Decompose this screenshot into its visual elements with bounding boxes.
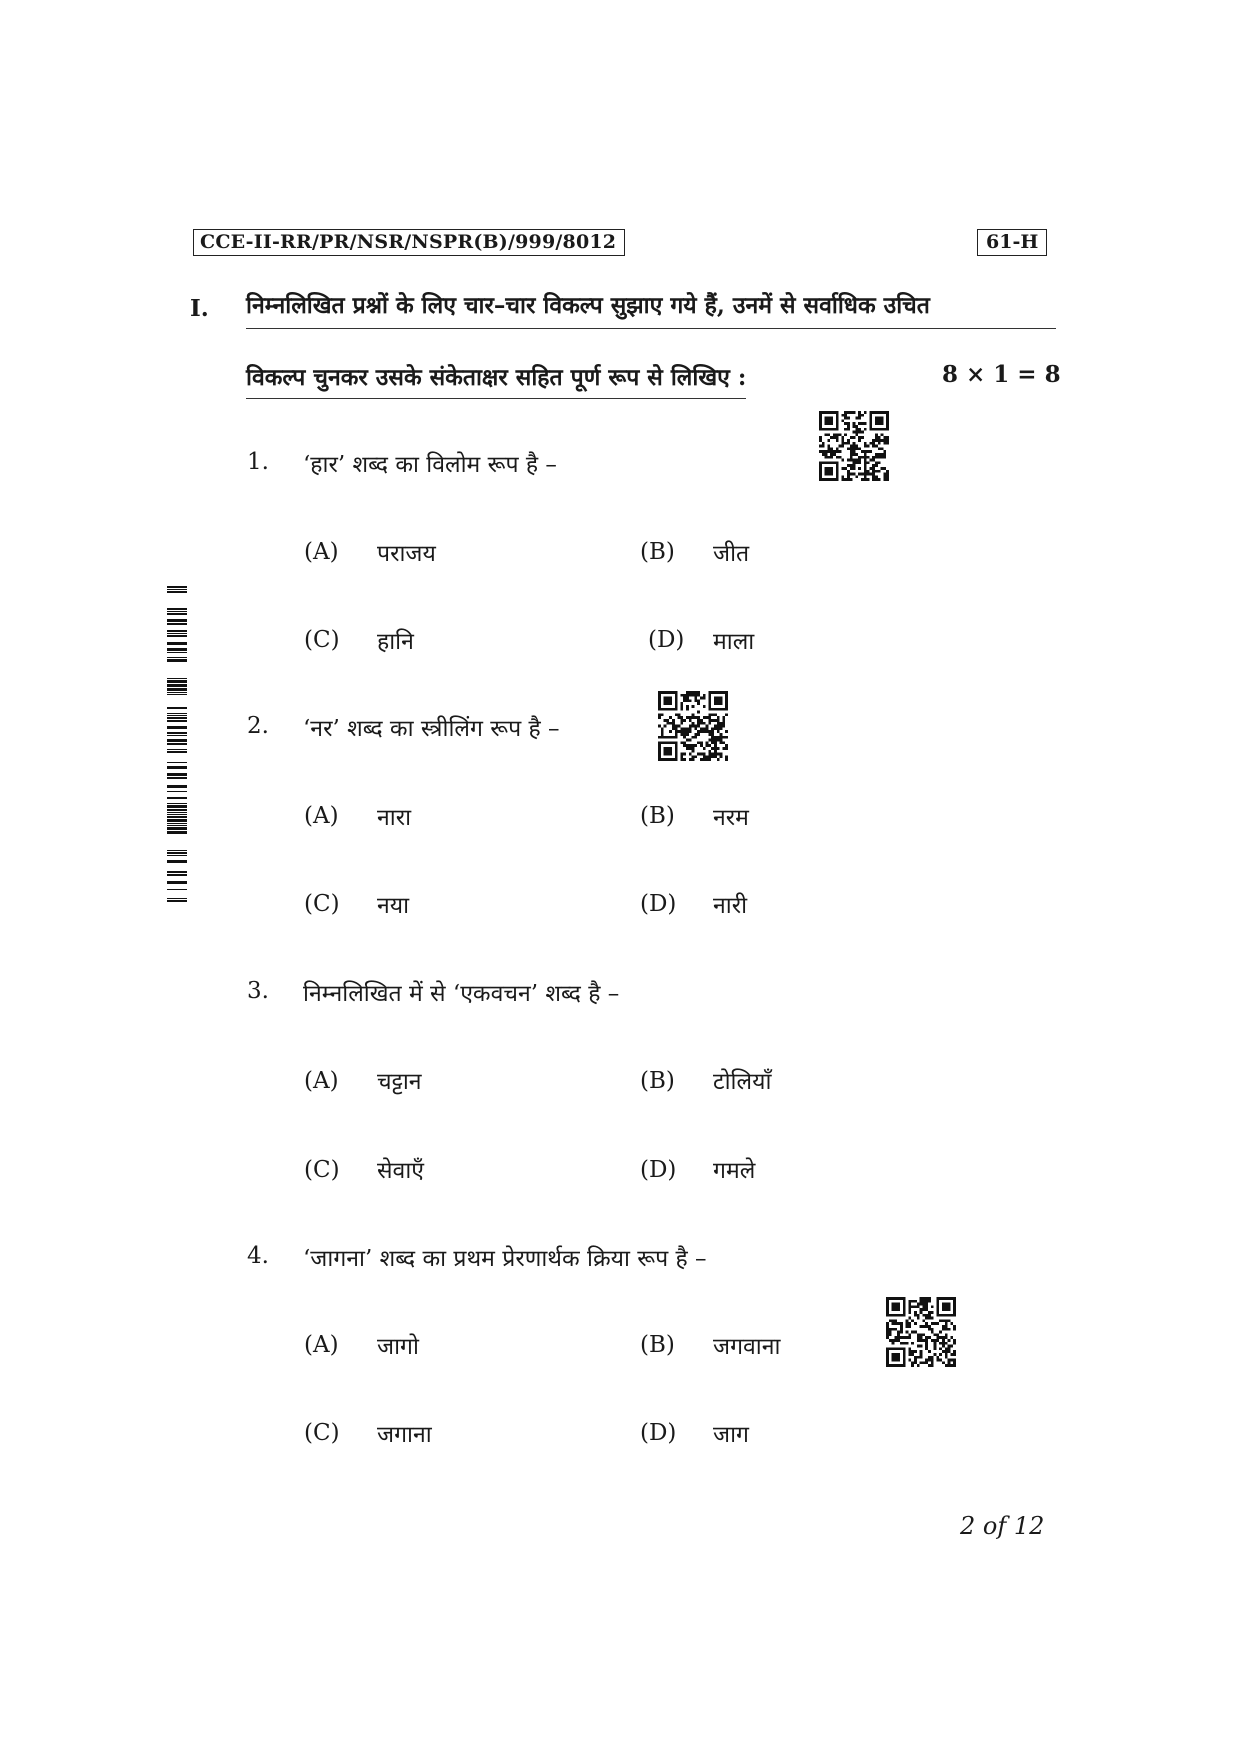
option-text: नारी <box>713 893 748 919</box>
qr-code-icon <box>658 691 728 761</box>
question-number: 3. <box>247 978 269 1004</box>
option-text: चट्टान <box>377 1069 422 1095</box>
option-label: (C) <box>304 1420 340 1446</box>
option-label: (A) <box>304 1068 339 1094</box>
barcode-icon <box>167 568 187 902</box>
paper-number-box: 61-H <box>977 229 1047 256</box>
question-text: ‘नर’ शब्द का स्त्रीलिंग रूप है – <box>303 716 560 742</box>
option-label: (A) <box>304 1332 339 1358</box>
option-label: (A) <box>304 803 339 829</box>
option-label: (B) <box>640 1332 675 1358</box>
section-number: I. <box>190 295 209 322</box>
qr-code-icon <box>886 1297 956 1367</box>
option-label: (D) <box>648 627 685 653</box>
section-instruction-line2: विकल्प चुनकर उसके संकेताक्षर सहित पूर्ण रूप से लिखिए : <box>246 360 746 399</box>
option-label: (B) <box>640 1068 675 1094</box>
option-label: (A) <box>304 539 339 565</box>
option-label: (C) <box>304 891 340 917</box>
option-text: जगवाना <box>713 1334 781 1360</box>
option-text: नया <box>377 893 410 919</box>
option-text: गमले <box>713 1158 756 1184</box>
option-label: (B) <box>640 539 675 565</box>
option-label: (B) <box>640 803 675 829</box>
option-label: (D) <box>640 1420 677 1446</box>
section-marks: 8 × 1 = 8 <box>942 361 1061 388</box>
option-label: (D) <box>640 891 677 917</box>
option-text: जीत <box>713 541 750 567</box>
option-label: (C) <box>304 1157 340 1183</box>
question-text: ‘हार’ शब्द का विलोम रूप है – <box>303 452 557 478</box>
section-instruction-line1: निम्नलिखित प्रश्नों के लिए चार–चार विकल्प सुझाए गये हैं, उनमें से सर्वाधिक उचित <box>246 288 1056 329</box>
option-text: जाग <box>713 1422 749 1448</box>
option-text: टोलियाँ <box>713 1069 772 1095</box>
option-text: माला <box>713 629 755 655</box>
option-text: सेवाएँ <box>377 1158 425 1184</box>
qr-code-icon <box>819 411 889 481</box>
question-text: निम्नलिखित में से ‘एकवचन’ शब्द है – <box>303 981 620 1007</box>
page-number: 2 of 12 <box>960 1512 1045 1540</box>
option-text: नरम <box>713 805 749 831</box>
option-label: (D) <box>640 1157 677 1183</box>
option-text: नारा <box>377 805 412 831</box>
option-text: जगाना <box>377 1422 432 1448</box>
question-number: 2. <box>247 713 269 739</box>
question-number: 4. <box>247 1243 269 1269</box>
paper-code-box: CCE-II-RR/PR/NSR/NSPR(B)/999/8012 <box>193 229 625 256</box>
option-label: (C) <box>304 627 340 653</box>
option-text: हानि <box>377 629 414 655</box>
question-number: 1. <box>247 449 269 475</box>
option-text: पराजय <box>377 541 436 567</box>
question-text: ‘जागना’ शब्द का प्रथम प्रेरणार्थक क्रिया रूप है – <box>303 1246 707 1272</box>
option-text: जागो <box>377 1334 419 1360</box>
